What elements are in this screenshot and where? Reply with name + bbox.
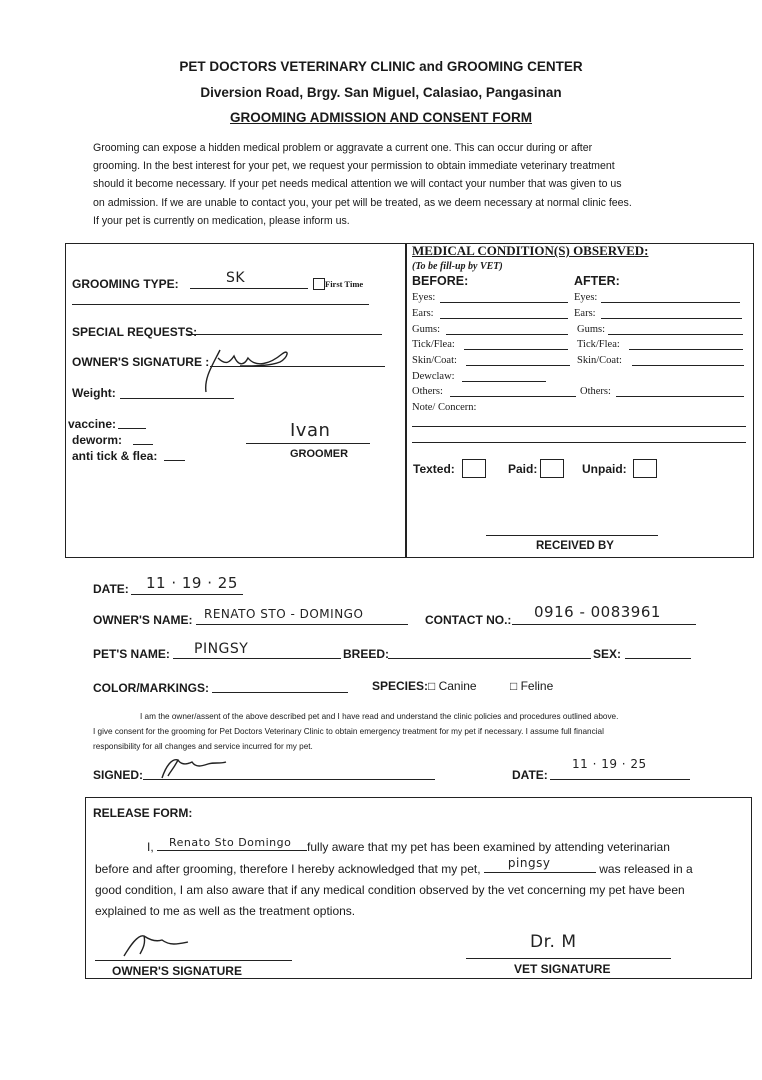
vet-signature-field[interactable] xyxy=(466,958,671,959)
owner-name-value: RENATO STO - DOMINGO xyxy=(204,607,364,621)
breed-label: BREED: xyxy=(343,647,390,661)
owner-signature-label: OWNER'S SIGNATURE : xyxy=(72,355,210,369)
vaccine-field[interactable] xyxy=(118,428,146,429)
consent-date-label: DATE: xyxy=(512,768,548,782)
before-tick-field[interactable] xyxy=(464,349,568,350)
groomer-name-value: Ivan xyxy=(290,420,331,441)
groomer-label: GROOMER xyxy=(290,448,349,460)
release-owner-signature-field[interactable] xyxy=(95,960,292,961)
after-others-field[interactable] xyxy=(616,396,744,397)
color-markings-field[interactable] xyxy=(212,692,348,693)
contact-label: CONTACT NO.: xyxy=(425,613,512,627)
pet-name-value: PINGSY xyxy=(194,641,249,657)
breed-field[interactable] xyxy=(388,658,591,659)
first-time-checkbox[interactable] xyxy=(313,278,325,290)
release-line2-end: was released in a xyxy=(599,862,693,876)
consent-line: I am the owner/assent of the above described pet and I have read and understand the clinic policies and procedures outlined above. xyxy=(140,712,619,721)
texted-label: Texted: xyxy=(413,462,455,476)
before-eyes-field[interactable] xyxy=(440,302,568,303)
intro-line: should it become necessary. If your pet needs medical attention we will contact your number that was given to us xyxy=(93,178,622,191)
owner-name-label: OWNER'S NAME: xyxy=(93,613,193,627)
paid-checkbox[interactable] xyxy=(540,459,564,478)
before-skin-field[interactable] xyxy=(466,365,570,366)
after-tick-field[interactable] xyxy=(629,349,743,350)
before-others-label: Others: xyxy=(412,386,443,397)
groomer-field[interactable] xyxy=(246,443,370,444)
sex-field[interactable] xyxy=(625,658,691,659)
after-tick-label: Tick/Flea: xyxy=(577,339,620,350)
medical-title: MEDICAL CONDITION(S) OBSERVED: xyxy=(412,243,649,258)
release-line-1 xyxy=(95,836,745,858)
deworm-field[interactable] xyxy=(133,444,153,445)
before-tick-label: Tick/Flea: xyxy=(412,339,455,350)
unpaid-label: Unpaid: xyxy=(582,462,627,476)
before-skin-label: Skin/Coat: xyxy=(412,355,457,366)
intro-line: If your pet is currently on medication, please inform us. xyxy=(93,214,350,227)
release-line-2 xyxy=(95,858,745,880)
i-label: I, xyxy=(147,840,154,854)
before-eyes-label: Eyes: xyxy=(412,292,436,303)
after-others-label: Others: xyxy=(580,386,611,397)
before-ears-label: Ears: xyxy=(412,308,434,319)
received-by-label: RECEIVED BY xyxy=(536,540,614,552)
after-eyes-field[interactable] xyxy=(601,302,740,303)
sex-label: SEX: xyxy=(593,647,622,661)
contact-value: 0916 - 0083961 xyxy=(534,603,661,621)
release-owner-field[interactable] xyxy=(157,836,307,851)
vet-signature-label: VET SIGNATURE xyxy=(514,962,611,976)
special-requests-field[interactable] xyxy=(188,334,382,335)
after-ears-label: Ears: xyxy=(574,308,596,319)
feline-option[interactable]: □ Feline xyxy=(510,679,554,693)
before-label: BEFORE: xyxy=(412,274,469,288)
consent-line: responsibility for all changes and service incurred for my pet. xyxy=(93,742,313,751)
after-gums-label: Gums: xyxy=(577,324,606,335)
species-label: SPECIES: xyxy=(372,679,429,693)
after-label: AFTER: xyxy=(574,274,620,288)
medical-subtitle: (To be fill-up by VET) xyxy=(412,261,503,272)
color-markings-label: COLOR/MARKINGS: xyxy=(93,681,209,695)
release-owner-value: Renato Sto Domingo xyxy=(169,836,292,849)
note-line-1[interactable] xyxy=(412,426,746,427)
unpaid-checkbox[interactable] xyxy=(633,459,657,478)
clinic-name: PET DOCTORS VETERINARY CLINIC and GROOMING CENTER xyxy=(179,59,583,74)
contact-field[interactable] xyxy=(512,624,696,625)
column-divider xyxy=(405,243,407,558)
texted-checkbox[interactable] xyxy=(462,459,486,478)
release-owner-scribble xyxy=(118,926,208,962)
release-line2-start: before and after grooming, therefore I hereby acknowledged that my pet, xyxy=(95,862,481,876)
release-pet-field[interactable] xyxy=(484,858,596,873)
grooming-type-label: GROOMING TYPE: xyxy=(72,277,179,291)
clinic-address: Diversion Road, Brgy. San Miguel, Calasiao, Pangasinan xyxy=(200,85,562,100)
anti-tick-label: anti tick & flea: xyxy=(72,449,158,463)
after-ears-field[interactable] xyxy=(601,318,742,319)
after-gums-field[interactable] xyxy=(608,334,743,335)
release-title: RELEASE FORM: xyxy=(93,806,193,820)
before-dewclaw-field[interactable] xyxy=(462,381,546,382)
signed-scribble xyxy=(140,748,240,788)
consent-date-field[interactable] xyxy=(550,779,690,780)
note-line-2[interactable] xyxy=(412,442,746,443)
form-title: GROOMING ADMISSION AND CONSENT FORM xyxy=(230,110,532,125)
special-requests-label: SPECIAL REQUESTS: xyxy=(72,325,198,339)
consent-date-value: 11 · 19 · 25 xyxy=(572,757,647,771)
grooming-type-value: SK xyxy=(226,270,246,286)
after-eyes-label: Eyes: xyxy=(574,292,598,303)
intro-line: Grooming can expose a hidden medical problem or aggravate a current one. This can occur during or after xyxy=(93,142,593,154)
weight-field[interactable] xyxy=(120,398,234,399)
consent-line: I give consent for the grooming for Pet Doctors Veterinary Clinic to obtain emergency treatment for my pet if necessary. I assume full financial xyxy=(93,727,604,736)
after-skin-label: Skin/Coat: xyxy=(577,355,622,366)
release-pet-value: pingsy xyxy=(507,856,551,870)
paid-label: Paid: xyxy=(508,462,538,476)
release-paragraph xyxy=(95,836,745,922)
owner-signature-scribble xyxy=(200,336,300,400)
grooming-type-extra-line xyxy=(72,304,369,305)
date-value: 11 · 19 · 25 xyxy=(146,574,238,592)
pet-name-label: PET'S NAME: xyxy=(93,647,170,661)
intro-line: on admission. If we are unable to contact you, your pet will be treated, as we deem necessary at normal clinic fees. xyxy=(93,196,632,209)
intro-line: grooming. In the best interest for your pet, we request your permission to obtain immediate veterinary treatment xyxy=(93,160,615,173)
before-gums-field[interactable] xyxy=(446,334,568,335)
pet-name-field[interactable] xyxy=(173,658,341,659)
grooming-type-field[interactable] xyxy=(190,288,308,289)
release-line1-rest: fully aware that my pet has been examined by attending veterinarian xyxy=(307,840,670,854)
after-skin-field[interactable] xyxy=(632,365,744,366)
before-others-field[interactable] xyxy=(450,396,576,397)
intro-paragraph xyxy=(93,139,703,230)
deworm-label: deworm: xyxy=(72,433,123,447)
date-label: DATE: xyxy=(93,582,129,596)
release-owner-signature-label: OWNER'S SIGNATURE xyxy=(112,964,242,978)
before-dewclaw-label: Dewclaw: xyxy=(412,371,455,382)
signed-label: SIGNED: xyxy=(93,768,144,782)
vaccine-label: vaccine: xyxy=(68,417,117,431)
owner-name-field[interactable] xyxy=(196,624,408,625)
first-time-label: First Time xyxy=(325,279,364,289)
anti-tick-field[interactable] xyxy=(164,460,185,461)
before-ears-field[interactable] xyxy=(440,318,568,319)
vet-signed-value: Dr. M xyxy=(530,932,577,952)
canine-option[interactable]: □ Canine xyxy=(428,679,477,693)
release-line-4: explained to me as well as the treatment options. xyxy=(95,904,356,918)
note-concern-label: Note/ Concern: xyxy=(412,402,477,413)
date-field[interactable] xyxy=(131,594,243,595)
release-line-3: good condition, I am also aware that if any medical condition observed by the vet concerning my pet have been xyxy=(95,883,685,897)
received-by-field[interactable] xyxy=(486,535,658,536)
before-gums-label: Gums: xyxy=(412,324,441,335)
weight-label: Weight: xyxy=(72,386,116,400)
